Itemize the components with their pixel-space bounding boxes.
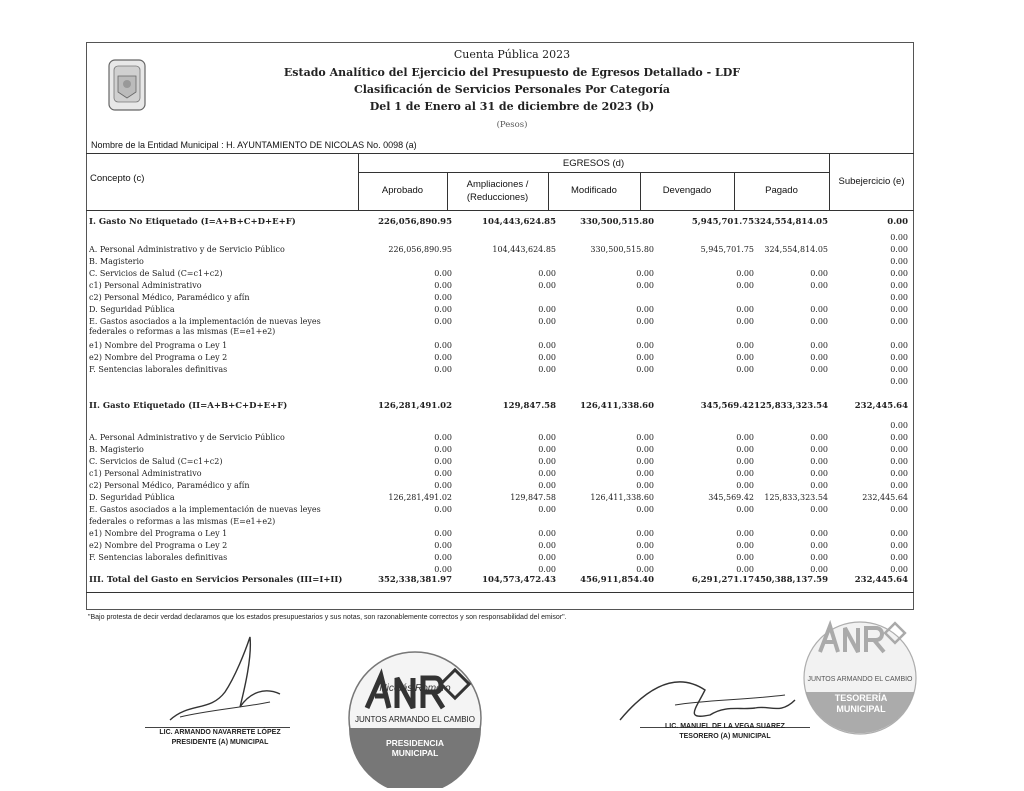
row-value: 0.00	[538, 433, 556, 442]
row-value: 125,833,323.54	[754, 401, 828, 411]
table-row	[86, 456, 914, 468]
row-concept: A. Personal Administrativo y de Servicio Público	[89, 245, 285, 254]
row-value: 0.00	[890, 257, 908, 266]
row-value: 0.00	[890, 445, 908, 454]
row-concept: D. Seguridad Pública	[89, 305, 175, 314]
row-concept: C. Servicios de Salud (C=c1+c2)	[89, 269, 223, 278]
table-row	[86, 376, 914, 388]
table-row	[86, 444, 914, 456]
row-value: 0.00	[736, 269, 754, 278]
row-value: 0.00	[434, 469, 452, 478]
treasury-seal	[800, 612, 920, 737]
col-subejercicio: Subejercicio (e)	[838, 176, 905, 187]
row-value: 0.00	[636, 457, 654, 466]
row-value: 0.00	[736, 341, 754, 350]
row-value: 0.00	[890, 353, 908, 362]
row-value: 0.00	[736, 469, 754, 478]
table-row	[86, 364, 914, 376]
row-concept: federales o reformas a las mismas (E=e1+e2)	[89, 327, 276, 336]
row-value: 0.00	[890, 281, 908, 290]
row-value: 0.00	[736, 505, 754, 514]
row-value: 0.00	[538, 445, 556, 454]
row-value: 0.00	[890, 457, 908, 466]
row-value: 0.00	[810, 469, 828, 478]
row-value: 0.00	[810, 269, 828, 278]
row-value: 0.00	[810, 317, 828, 326]
row-value: 0.00	[434, 433, 452, 442]
row-value: 0.00	[434, 481, 452, 490]
row-value: 0.00	[538, 541, 556, 550]
row-value: 0.00	[538, 457, 556, 466]
row-value: 129,847.58	[502, 401, 556, 411]
table-row	[86, 232, 914, 244]
row-value: 450,388,137.59	[754, 575, 828, 585]
row-value: 0.00	[538, 481, 556, 490]
row-value: 0.00	[434, 553, 452, 562]
row-value: 0.00	[434, 281, 452, 290]
row-value: 0.00	[736, 541, 754, 550]
row-value: 0.00	[890, 505, 908, 514]
row-value: 125,833,323.54	[764, 493, 828, 502]
header-period: Del 1 de Enero al 31 de diciembre de 2023 (b)	[369, 100, 655, 113]
row-value: 0.00	[636, 317, 654, 326]
row-value: 0.00	[538, 553, 556, 562]
treasury-seal-bottom-text: TESORERÍA MUNICIPAL	[834, 693, 888, 714]
row-value: 0.00	[538, 305, 556, 314]
table-row	[86, 420, 914, 432]
row-value: 126,411,338.60	[580, 401, 654, 411]
row-value: 0.00	[636, 269, 654, 278]
row-value: 5,945,701.75	[700, 245, 754, 254]
row-value: 0.00	[890, 541, 908, 550]
row-value: 6,291,271.17	[691, 575, 754, 585]
entity-name: Nombre de la Entidad Municipal : H. AYUNTAMIENTO DE NICOLAS No. 0098 (a)	[91, 140, 417, 150]
table-row	[86, 480, 914, 492]
row-value: 0.00	[810, 353, 828, 362]
table-row	[86, 352, 914, 364]
row-concept: III. Total del Gasto en Servicios Personales (III=I+II)	[89, 575, 343, 585]
table-row	[86, 256, 914, 268]
row-concept: B. Magisterio	[89, 445, 144, 454]
col-ampliaciones: Ampliaciones /	[466, 179, 529, 190]
row-value: 0.00	[890, 365, 908, 374]
row-value: 345,569.42	[708, 493, 754, 502]
row-value: 0.00	[636, 445, 654, 454]
row-value: 0.00	[434, 565, 452, 574]
row-value: 0.00	[736, 445, 754, 454]
table-row	[86, 492, 914, 504]
row-value: 330,500,515.80	[590, 245, 654, 254]
row-value: 0.00	[810, 365, 828, 374]
header-currency: (Pesos)	[496, 120, 528, 130]
row-value: 0.00	[434, 341, 452, 350]
row-concept: c1) Personal Administrativo	[89, 469, 202, 478]
row-value: 0.00	[736, 481, 754, 490]
row-value: 0.00	[538, 565, 556, 574]
row-concept: B. Magisterio	[89, 257, 144, 266]
row-value: 330,500,515.80	[580, 217, 654, 227]
header-bottom-rule	[86, 210, 914, 211]
row-value: 0.00	[890, 377, 908, 386]
row-concept: e2) Nombre del Programa o Ley 2	[89, 353, 228, 362]
total-rule	[86, 592, 914, 593]
row-value: 0.00	[890, 481, 908, 490]
row-value: 0.00	[434, 365, 452, 374]
row-concept: I. Gasto No Etiquetado (I=A+B+C+D+E+F)	[89, 217, 296, 227]
row-value: 0.00	[890, 421, 908, 430]
table-row	[86, 216, 914, 228]
treasurer-title: TESORERO (A) MUNICIPAL	[679, 733, 771, 740]
row-value: 0.00	[636, 529, 654, 538]
row-value: 232,445.64	[854, 401, 908, 411]
table-row	[86, 516, 914, 528]
row-value: 0.00	[736, 365, 754, 374]
row-value: 0.00	[636, 341, 654, 350]
row-value: 0.00	[636, 553, 654, 562]
row-concept: D. Seguridad Pública	[89, 493, 175, 502]
treasury-seal-ring-text: JUNTOS ARMANDO EL CAMBIO	[807, 676, 913, 683]
row-value: 0.00	[538, 469, 556, 478]
row-value: 226,056,890.95	[378, 217, 452, 227]
row-value: 0.00	[890, 341, 908, 350]
row-value: 0.00	[736, 553, 754, 562]
row-value: 0.00	[890, 553, 908, 562]
row-value: 129,847.58	[510, 493, 556, 502]
egresos-rule	[358, 172, 829, 173]
row-value: 232,445.64	[854, 575, 908, 585]
treasurer-name: LIC. MANUEL DE LA VEGA SUAREZ	[665, 723, 785, 730]
table-row	[86, 468, 914, 480]
row-value: 0.00	[887, 217, 908, 227]
row-value: 0.00	[736, 281, 754, 290]
row-value: 0.00	[736, 529, 754, 538]
table-row	[86, 244, 914, 256]
table-row	[86, 292, 914, 304]
row-value: 0.00	[434, 457, 452, 466]
header-title: Estado Analítico del Ejercicio del Presupuesto de Egresos Detallado - LDF	[283, 66, 741, 79]
president-signature	[150, 632, 290, 727]
row-concept: c2) Personal Médico, Paramédico y afín	[89, 481, 250, 490]
row-concept: F. Sentencias laborales definitivas	[89, 553, 228, 562]
table-row	[86, 504, 914, 516]
row-value: 0.00	[736, 317, 754, 326]
row-value: 0.00	[890, 293, 908, 302]
row-value: 0.00	[890, 529, 908, 538]
table-row	[86, 400, 914, 412]
row-value: 0.00	[736, 353, 754, 362]
table-row	[86, 528, 914, 540]
row-value: 0.00	[890, 433, 908, 442]
row-value: 0.00	[810, 541, 828, 550]
row-value: 126,411,338.60	[590, 493, 654, 502]
table-row	[86, 326, 914, 338]
row-value: 0.00	[810, 565, 828, 574]
table-row	[86, 552, 914, 564]
row-value: 352,338,381.97	[378, 575, 452, 585]
header-year: Cuenta Pública 2023	[453, 48, 571, 61]
row-value: 0.00	[538, 365, 556, 374]
row-value: 0.00	[434, 529, 452, 538]
row-concept: E. Gastos asociados a la implementación de nuevas leyes	[89, 505, 321, 514]
row-concept: F. Sentencias laborales definitivas	[89, 365, 228, 374]
row-value: 0.00	[810, 341, 828, 350]
table-row	[86, 268, 914, 280]
row-value: 104,443,624.85	[482, 217, 556, 227]
row-value: 232,445.64	[862, 493, 908, 502]
row-value: 0.00	[636, 433, 654, 442]
row-value: 0.00	[890, 469, 908, 478]
row-value: 324,554,814.05	[754, 217, 828, 227]
header-classification: Clasificación de Servicios Personales Por Categoría	[353, 83, 670, 96]
row-value: 0.00	[810, 553, 828, 562]
row-value: 0.00	[538, 505, 556, 514]
row-value: 0.00	[538, 341, 556, 350]
row-value: 126,281,491.02	[378, 401, 452, 411]
row-concept: e2) Nombre del Programa o Ley 2	[89, 541, 228, 550]
row-value: 0.00	[636, 541, 654, 550]
row-value: 0.00	[890, 233, 908, 242]
row-value: 0.00	[434, 505, 452, 514]
col-aprobado: Aprobado	[381, 185, 424, 196]
row-concept: e1) Nombre del Programa o Ley 1	[89, 341, 228, 350]
row-value: 0.00	[636, 505, 654, 514]
row-value: 104,443,624.85	[492, 245, 556, 254]
row-value: 0.00	[636, 281, 654, 290]
row-value: 0.00	[810, 481, 828, 490]
row-value: 0.00	[636, 353, 654, 362]
row-value: 0.00	[434, 317, 452, 326]
row-value: 226,056,890.95	[388, 245, 452, 254]
row-concept: c2) Personal Médico, Paramédico y afín	[89, 293, 250, 302]
row-value: 0.00	[810, 505, 828, 514]
row-value: 0.00	[434, 269, 452, 278]
col-pagado: Pagado	[765, 185, 798, 196]
row-value: 324,554,814.05	[764, 245, 828, 254]
row-value: 0.00	[810, 445, 828, 454]
row-value: 0.00	[434, 293, 452, 302]
row-value: 0.00	[810, 305, 828, 314]
row-value: 456,911,854.40	[580, 575, 654, 585]
row-value: 0.00	[538, 269, 556, 278]
col-divider	[447, 172, 448, 210]
row-value: 0.00	[538, 317, 556, 326]
seal-city-text: Nicolás Romero	[379, 683, 451, 694]
egresos-header: EGRESOS (d)	[562, 158, 625, 169]
row-value: 0.00	[434, 445, 452, 454]
seal-bottom-text: PRESIDENCIA MUNICIPAL	[385, 738, 445, 758]
table-top-rule	[86, 153, 914, 154]
row-value: 0.00	[736, 305, 754, 314]
table-row	[86, 280, 914, 292]
row-value: 0.00	[810, 529, 828, 538]
row-value: 126,281,491.02	[388, 493, 452, 502]
row-value: 0.00	[636, 365, 654, 374]
row-value: 5,945,701.75	[691, 217, 754, 227]
seal-ring-text: JUNTOS ARMANDO EL CAMBIO	[354, 715, 476, 724]
row-value: 104,573,472.43	[482, 575, 556, 585]
row-concept: II. Gasto Etiquetado (II=A+B+C+D+E+F)	[89, 401, 288, 411]
row-concept: A. Personal Administrativo y de Servicio Público	[89, 433, 285, 442]
row-value: 0.00	[810, 457, 828, 466]
row-value: 0.00	[736, 457, 754, 466]
row-value: 0.00	[890, 245, 908, 254]
row-value: 0.00	[538, 353, 556, 362]
table-row	[86, 574, 914, 586]
table-row	[86, 340, 914, 352]
president-name: LIC. ARMANDO NAVARRETE LÓPEZ	[159, 729, 281, 736]
disclaimer-note: "Bajo protesta de decir verdad declaramos que los estados presupuestarios y sus notas, son razonablemente correctos y son responsabilidad del emisor".	[88, 614, 567, 621]
row-concept: e1) Nombre del Programa o Ley 1	[89, 529, 228, 538]
president-title: PRESIDENTE (A) MUNICIPAL	[171, 739, 269, 746]
col-reducciones: (Reducciones)	[466, 192, 529, 203]
row-value: 0.00	[810, 433, 828, 442]
table-row	[86, 304, 914, 316]
row-value: 0.00	[636, 565, 654, 574]
concept-header: Concepto (c)	[90, 173, 145, 184]
table-row	[86, 540, 914, 552]
row-value: 0.00	[890, 565, 908, 574]
row-value: 0.00	[434, 305, 452, 314]
row-value: 0.00	[810, 281, 828, 290]
row-value: 0.00	[736, 565, 754, 574]
row-concept: federales o reformas a las mismas (E=e1+e2)	[89, 517, 276, 526]
row-value: 0.00	[538, 529, 556, 538]
row-value: 0.00	[636, 481, 654, 490]
table-row	[86, 432, 914, 444]
row-value: 0.00	[736, 433, 754, 442]
row-value: 0.00	[890, 269, 908, 278]
row-value: 0.00	[890, 317, 908, 326]
row-value: 0.00	[434, 541, 452, 550]
row-value: 0.00	[890, 305, 908, 314]
row-value: 0.00	[636, 305, 654, 314]
row-value: 0.00	[434, 353, 452, 362]
row-concept: c1) Personal Administrativo	[89, 281, 202, 290]
row-value: 0.00	[538, 281, 556, 290]
col-devengado: Devengado	[662, 185, 712, 196]
row-concept: E. Gastos asociados a la implementación de nuevas leyes	[89, 317, 321, 326]
row-value: 345,569.42	[700, 401, 754, 411]
row-value: 0.00	[636, 469, 654, 478]
row-concept: C. Servicios de Salud (C=c1+c2)	[89, 457, 223, 466]
col-modificado: Modificado	[571, 185, 617, 196]
